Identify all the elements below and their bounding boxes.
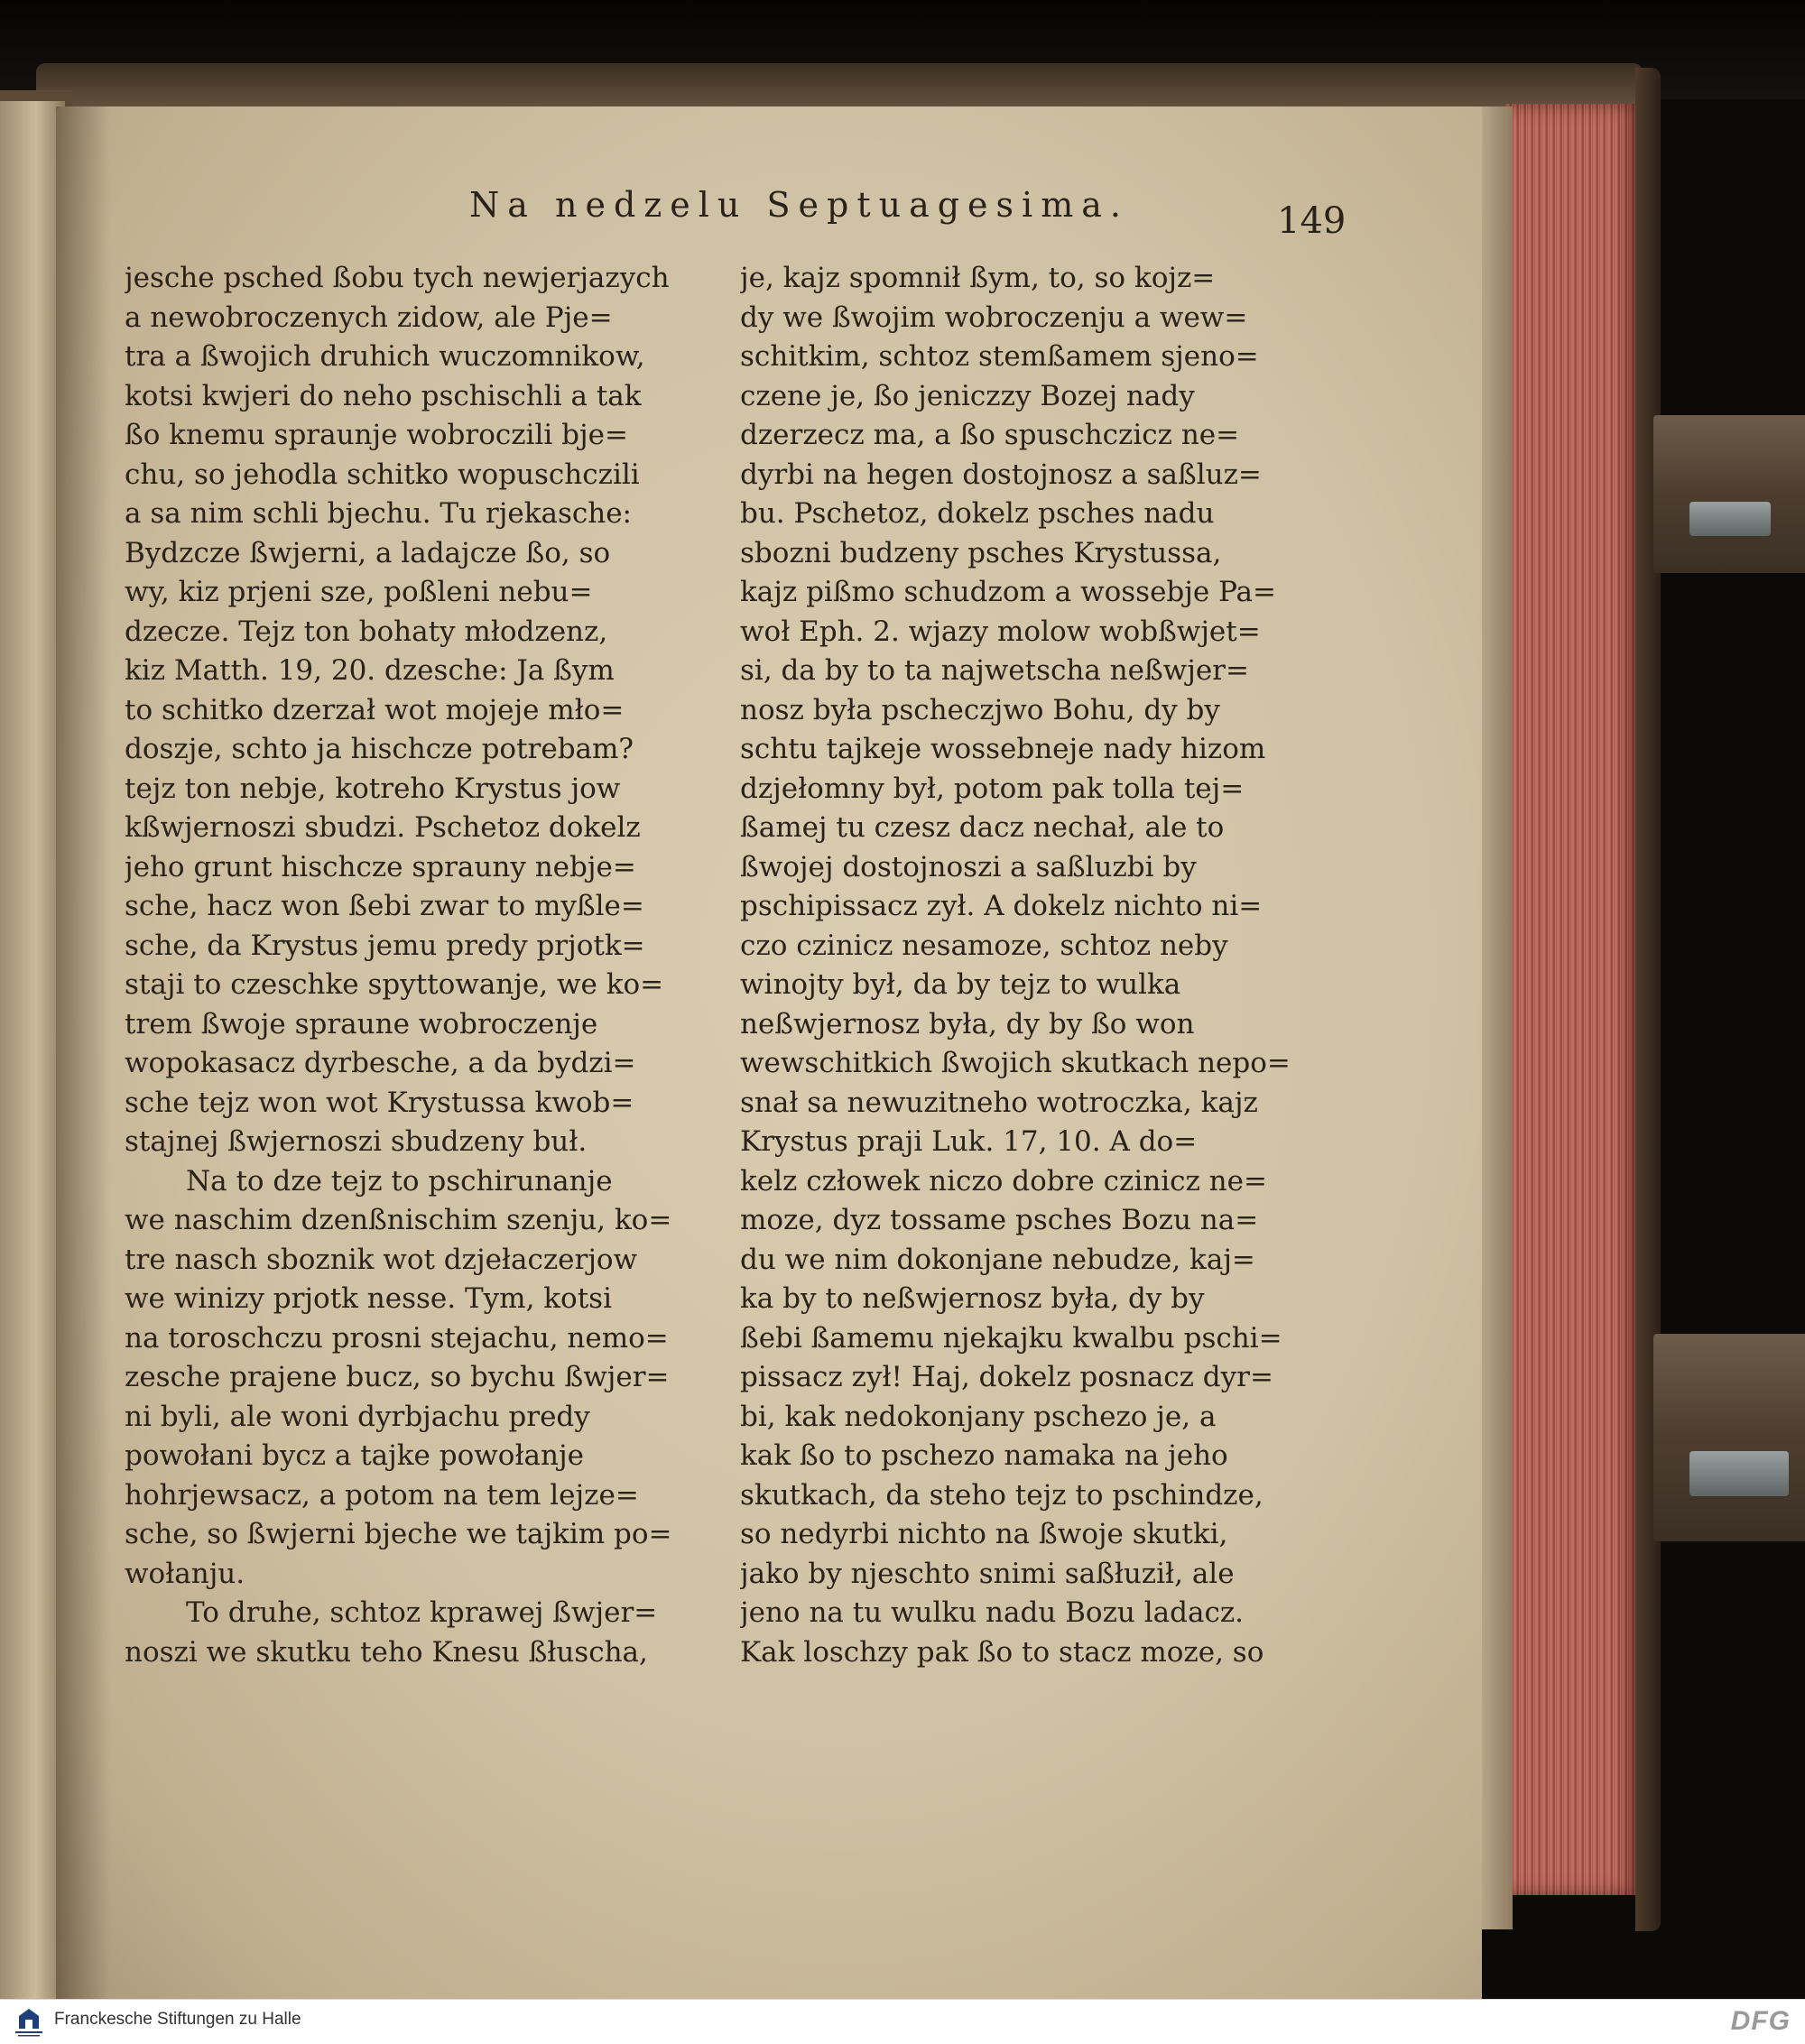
book-clasp-lower: [1653, 1334, 1805, 1541]
text-line: woł Eph. 2. wjazy molow wobßwjet=: [740, 615, 1261, 648]
text-line: czene je, ßo jeniczzy Bozej nady: [740, 379, 1195, 412]
text-line: ka by to neßwjernosz była, dy by: [740, 1282, 1205, 1315]
text-line: dy we ßwojim wobroczenju a wew=: [740, 301, 1248, 334]
text-line: noszi we skutku teho Knesu ßłuscha,: [125, 1635, 648, 1669]
text-line: kak ßo to pschezo namaka na jeho: [740, 1439, 1228, 1472]
text-line: staji to czeschke spyttowanje, we ko=: [125, 968, 664, 1001]
text-line: Na to dze tejz to pschirunanje: [186, 1164, 613, 1198]
text-line: ßo knemu spraunje wobroczili bje=: [125, 419, 628, 451]
text-line: trem ßwoje spraune wobroczenje: [125, 1007, 598, 1040]
text-line: pschipissacz zył. A dokelz nichto ni=: [740, 890, 1263, 922]
text-line: kiz Matth. 19, 20. dzesche: Ja ßym: [125, 654, 615, 687]
text-line: bi, kak nedokonjany pschezo je, a: [740, 1400, 1217, 1433]
text-line: kelz człowek niczo dobre czinicz ne=: [740, 1164, 1267, 1198]
text-line: wopokasacz dyrbesche, a da bydzi=: [125, 1047, 636, 1079]
text-line: Krystus praji Luk. 17, 10. A do=: [740, 1125, 1198, 1158]
text-line: je, kajz spomnił ßym, to, so kojz=: [740, 262, 1216, 294]
text-line: doszje, schto ja hischcze potrebam?: [125, 733, 634, 765]
text-line: a sa nim schli bjechu. Tu rjekasche:: [125, 497, 632, 530]
clasp-metal-plate: [1689, 502, 1771, 536]
text-line: we naschim dzenßnischim szenju, ko=: [125, 1204, 672, 1236]
text-line: skutkach, da steho tejz to pschindze,: [740, 1478, 1264, 1512]
text-line: bu. Pschetoz, dokelz psches nadu: [740, 497, 1215, 530]
page-gutter-shadow: [56, 106, 110, 1999]
viewer-footer: [0, 1999, 1805, 2044]
text-line: ni byli, ale woni dyrbjachu predy: [125, 1400, 590, 1433]
text-line: snał sa newuzitneho wotroczka, kajz: [740, 1086, 1258, 1119]
text-line: czo czinicz nesamoze, schtoz neby: [740, 929, 1228, 962]
text-line: sbozni budzeny psches Krystussa,: [740, 536, 1222, 569]
text-line: dzjełomny był, potom pak tolla tej=: [740, 772, 1245, 805]
text-line: To druhe, schtoz kprawej ßwjer=: [186, 1596, 658, 1629]
text-line: pissacz zył! Haj, dokelz posnacz dyr=: [740, 1361, 1273, 1393]
page-stack-edge: [1480, 106, 1513, 1929]
text-line: wołanju.: [125, 1557, 245, 1590]
text-line: powołani bycz a tajke powołanje: [125, 1439, 584, 1472]
text-line: a newobroczenych zidow, ale Pje=: [125, 301, 613, 334]
clasp-metal-plate: [1689, 1451, 1789, 1496]
text-line: dzecze. Tejz ton bohaty młodzenz,: [125, 615, 608, 648]
text-line: nosz była pscheczjwo Bohu, dy by: [740, 693, 1220, 726]
text-line: sche tejz won wot Krystussa kwob=: [125, 1086, 634, 1119]
text-line: so nedyrbi nichto na ßwoje skutki,: [740, 1518, 1228, 1550]
text-line: du we nim dokonjane nebudze, kaj=: [740, 1243, 1255, 1276]
text-line: we winizy prjotk nesse. Tym, kotsi: [125, 1282, 613, 1315]
text-line: sche, so ßwjerni bjeche we tajkim po=: [125, 1518, 672, 1550]
text-line: wy, kiz prjeni sze, poßleni nebu=: [125, 576, 593, 608]
text-line: zesche prajene bucz, so bychu ßwjer=: [125, 1361, 670, 1393]
text-line: kotsi kwjeri do neho pschischli a tak: [125, 379, 642, 412]
text-line: sche, da Krystus jemu predy prjotk=: [125, 929, 645, 962]
institution-logo-icon: [12, 2005, 46, 2039]
text-line: ßamej tu czesz dacz nechał, ale to: [740, 811, 1225, 844]
text-line: ßwojej dostojnoszi a saßluzbi by: [740, 850, 1197, 883]
text-line: tre nasch sboznik wot dzjełaczerjow: [125, 1243, 638, 1276]
text-column-left: [125, 259, 707, 1672]
text-line: jeho grunt hischcze sprauny nebje=: [125, 850, 636, 883]
text-line: tejz ton nebje, kotreho Krystus jow: [125, 772, 621, 805]
text-line: jako by njeschto snimi saßłuził, ale: [740, 1557, 1235, 1590]
text-line: to schitko dzerzał wot mojeje mło=: [125, 693, 625, 726]
text-line: dzerzecz ma, a ßo spuschczicz ne=: [740, 419, 1240, 451]
text-line: kajz pißmo schudzom a wossebje Pa=: [740, 576, 1277, 608]
text-line: jesche psched ßobu tych newjerjazych: [125, 262, 670, 294]
text-line: schtu tajkeje wossebneje nady hizom: [740, 733, 1266, 765]
text-line: Bydzcze ßwjerni, a ladajcze ßo, so: [125, 536, 611, 569]
text-line: wewschitkich ßwojich skutkach nepo=: [740, 1047, 1291, 1079]
text-line: si, da by to ta najwetscha neßwjer=: [740, 654, 1249, 687]
institution-name: Franckesche Stiftungen zu Halle: [54, 2010, 301, 2029]
text-line: stajnej ßwjernoszi sbudzeny buł.: [125, 1125, 588, 1158]
text-line: schitkim, schtoz stemßamem sjeno=: [740, 340, 1259, 373]
text-line: moze, dyz tossame psches Bozu na=: [740, 1204, 1259, 1236]
text-column-right: [740, 259, 1322, 1672]
book-clasp-upper: [1653, 415, 1805, 573]
text-line: ßebi ßamemu njekajku kwalbu pschi=: [740, 1321, 1282, 1355]
text-line: chu, so jehodla schitko wopuschczili: [125, 458, 640, 491]
text-line: kßwjernoszi sbudzi. Pschetoz dokelz: [125, 811, 641, 844]
text-line: dyrbi na hegen dostojnosz a saßluz=: [740, 458, 1262, 491]
text-line: hohrjewsacz, a potom na tem lejze=: [125, 1478, 639, 1512]
page-number: 149: [1277, 200, 1347, 242]
text-line: winojty był, da by tejz to wulka: [740, 968, 1181, 1001]
text-line: neßwjernosz była, dy by ßo won: [740, 1007, 1195, 1040]
text-line: Kak loschzy pak ßo to stacz moze, so: [740, 1635, 1264, 1669]
red-fore-edge: [1505, 104, 1641, 1895]
running-head: Na nedzelu Septuagesima.: [469, 185, 1129, 225]
text-line: sche, hacz won ßebi zwar to myßle=: [125, 890, 644, 922]
text-line: na toroschczu prosni stejachu, nemo=: [125, 1321, 669, 1355]
text-line: jeno na tu wulku nadu Bozu ladacz.: [740, 1596, 1245, 1629]
text-line: tra a ßwojich druhich wuczomnikow,: [125, 340, 645, 373]
dfg-logo: DFG: [1730, 2006, 1791, 2036]
book-cover-right-edge: [1635, 68, 1661, 1931]
